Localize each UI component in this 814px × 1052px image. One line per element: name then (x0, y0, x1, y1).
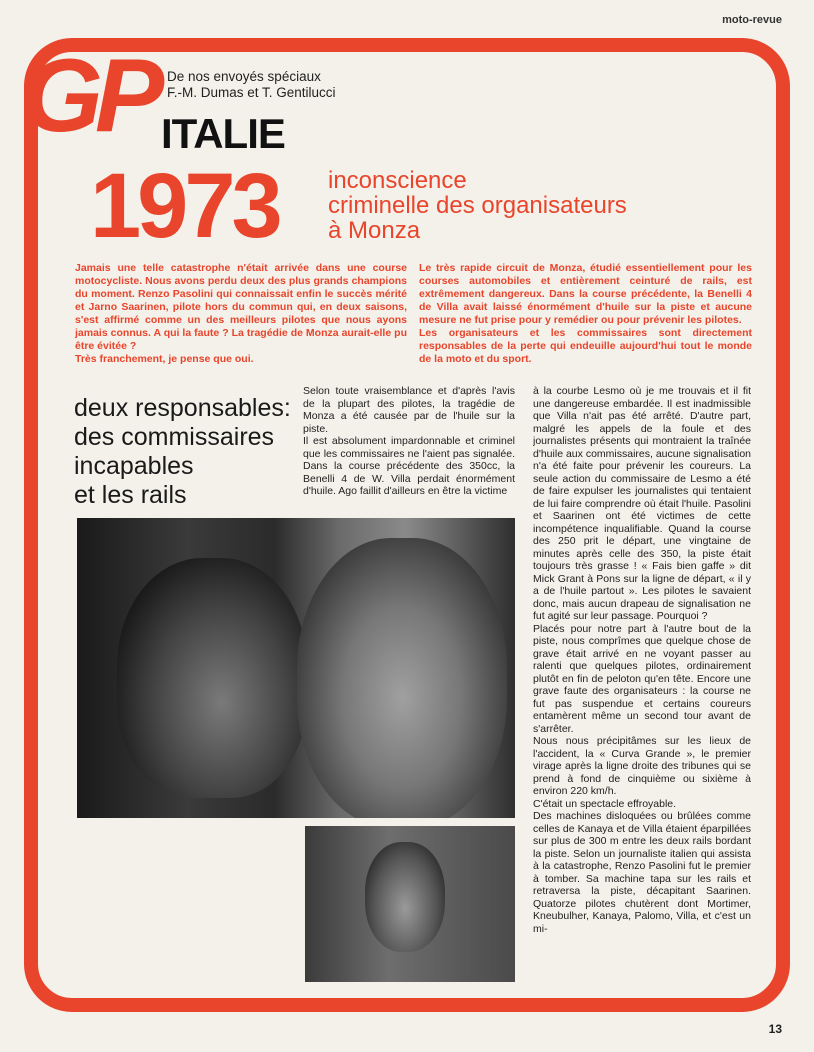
section-subhead (74, 394, 291, 510)
photo-figure (117, 558, 307, 798)
byline-line: De nos envoyés spéciaux (167, 69, 321, 84)
intro-paragraph: Très franchement, je pense que oui. (75, 353, 254, 365)
byline-line: F.-M. Dumas et T. Gentilucci (167, 85, 336, 100)
page-number: 13 (768, 1022, 782, 1036)
photo-figure (365, 842, 445, 952)
intro-paragraph: Les organisateurs et les commissaires sont directement responsables de la perte qui endeuille aujourd'hui tout le monde de la moto et du sport. (419, 327, 752, 365)
intro-paragraph: Jamais une telle catastrophe n'était arrivée dans une course motocycliste. Nous avons perdu deux des plus grands champions du moment. Renzo Pasolini qui connaissait enfin le succès mérité et Jarno Saarinen, pilote hors du commun qui, en deux saisons, s'est affirmé comme un des meilleurs pilotes que nous ayons jamais connus. A qui la faute ? La tragédie de Monza aurait-elle pu être évitée ? (75, 262, 407, 352)
body-paragraph: Nous nous précipitâmes sur les lieux de l'accident, la « Curva Grande », le premier virage après la ligne droite des tribunes qui se prend à fond de cinquième ou sixième à environ 220 km/h. (533, 735, 751, 797)
photo-two-riders (77, 518, 515, 818)
intro-paragraph: Le très rapide circuit de Monza, étudié essentiellement pour les courses automobiles et entièrement ceinturé de rails, est extrêmement dangereux. Dans la course précédente, la Benelli 4 de Villa avait laissé énormément d'huile sur la piste et aucune mesure ne fut prise pour y remédier ou pour prévenir les pilotes. (419, 262, 752, 326)
body-paragraph: Selon toute vraisemblance et d'après l'avis de la plupart des pilotes, la tragédie de Monza a été causée par de l'huile sur la piste. (303, 385, 515, 435)
headline-line: criminelle des organisateurs (328, 192, 627, 219)
body-paragraph: à la courbe Lesmo où je me trouvais et il fit une dangereuse embardée. Il est inadmissible que Villa n'ait pas été arrêté. D'autre part, malgré les appels de la foule et des journalistes présents qui montraient la traînée d'huile aux commissaires, aucune signalisation n'a été faite pour prévenir les coureurs. La seule action du commissaire de Lesmo a été de faire expulser les journalistes qui tentaient de lui faire comprendre où était l'huile. Pasolini et Saarinen ont été victimes de cette incompétence inqualifiable. Quand la course des 250 prit le départ, une vingtaine de minutes après celle des 350, la piste était toujours très grasse ! « Fais bien gaffe » dit Mick Grant à Pons sur la ligne de départ, « il y a de l'huile partout ». Les pilotes le savaient donc, mais aucun drapeau de signalisation ne fut agité sur leur passage. Pourquoi ? (533, 385, 751, 622)
body-paragraph: C'était un spectacle effroyable. (533, 797, 677, 810)
body-paragraph: Il est absolument impardonnable et criminel que les commissaires ne l'aient pas signalée. Dans la course précédente des 350cc, la Benelli 4 de W. Villa perdait énormément d'huile. Ago faillit d'ailleurs en être la victime (303, 435, 515, 497)
photo-portrait (305, 826, 515, 982)
body-paragraph: Des machines disloquées ou brûlées comme celles de Kanaya et de Villa étaient éparpillées sur plus de 300 m entre les deux rails bordant la piste. Selon un journaliste italien qui assista à la catastrophe, Renzo Pasolini fut le premier à tomber. Sa machine tapa sur les rails et retraversa la piste, décapitant Saarinen. Quatorze pilotes chutèrent dont Mortimer, Kneubulher, Kanaya, Palomo, Villa, et c'est un mi- (533, 810, 751, 935)
headline-line: inconscience (328, 167, 467, 194)
photo-figure (297, 538, 507, 818)
magazine-brand: moto-revue (722, 14, 782, 26)
intro-left (75, 262, 407, 366)
subhead-line: deux responsables: (74, 394, 291, 422)
subhead-line: des commissaires (74, 423, 275, 451)
headline-line: à Monza (328, 217, 421, 244)
byline (167, 69, 336, 101)
body-column-1 (303, 385, 515, 498)
subhead-line: incapables (74, 452, 194, 480)
body-paragraph: Placés pour notre part à l'autre bout de la piste, nous comprîmes que quelque chose de grave était arrivé en ne voyant passer au ralenti que quelques pilotes, ordinairement plutôt en fin de peloton qu'en tête. Encore une grave faute des organisateurs : la course ne fut pas suspendue et certains coureurs entamèrent même un second tour avant de s'arrêter. (533, 622, 751, 735)
headline (328, 168, 627, 243)
intro-right (419, 262, 752, 366)
year-title: 1973 (90, 155, 279, 257)
gp-logo: GP (22, 38, 157, 154)
subhead-line: et les rails (74, 481, 187, 509)
country-title: ITALIE (161, 110, 285, 157)
body-column-2 (533, 385, 751, 985)
